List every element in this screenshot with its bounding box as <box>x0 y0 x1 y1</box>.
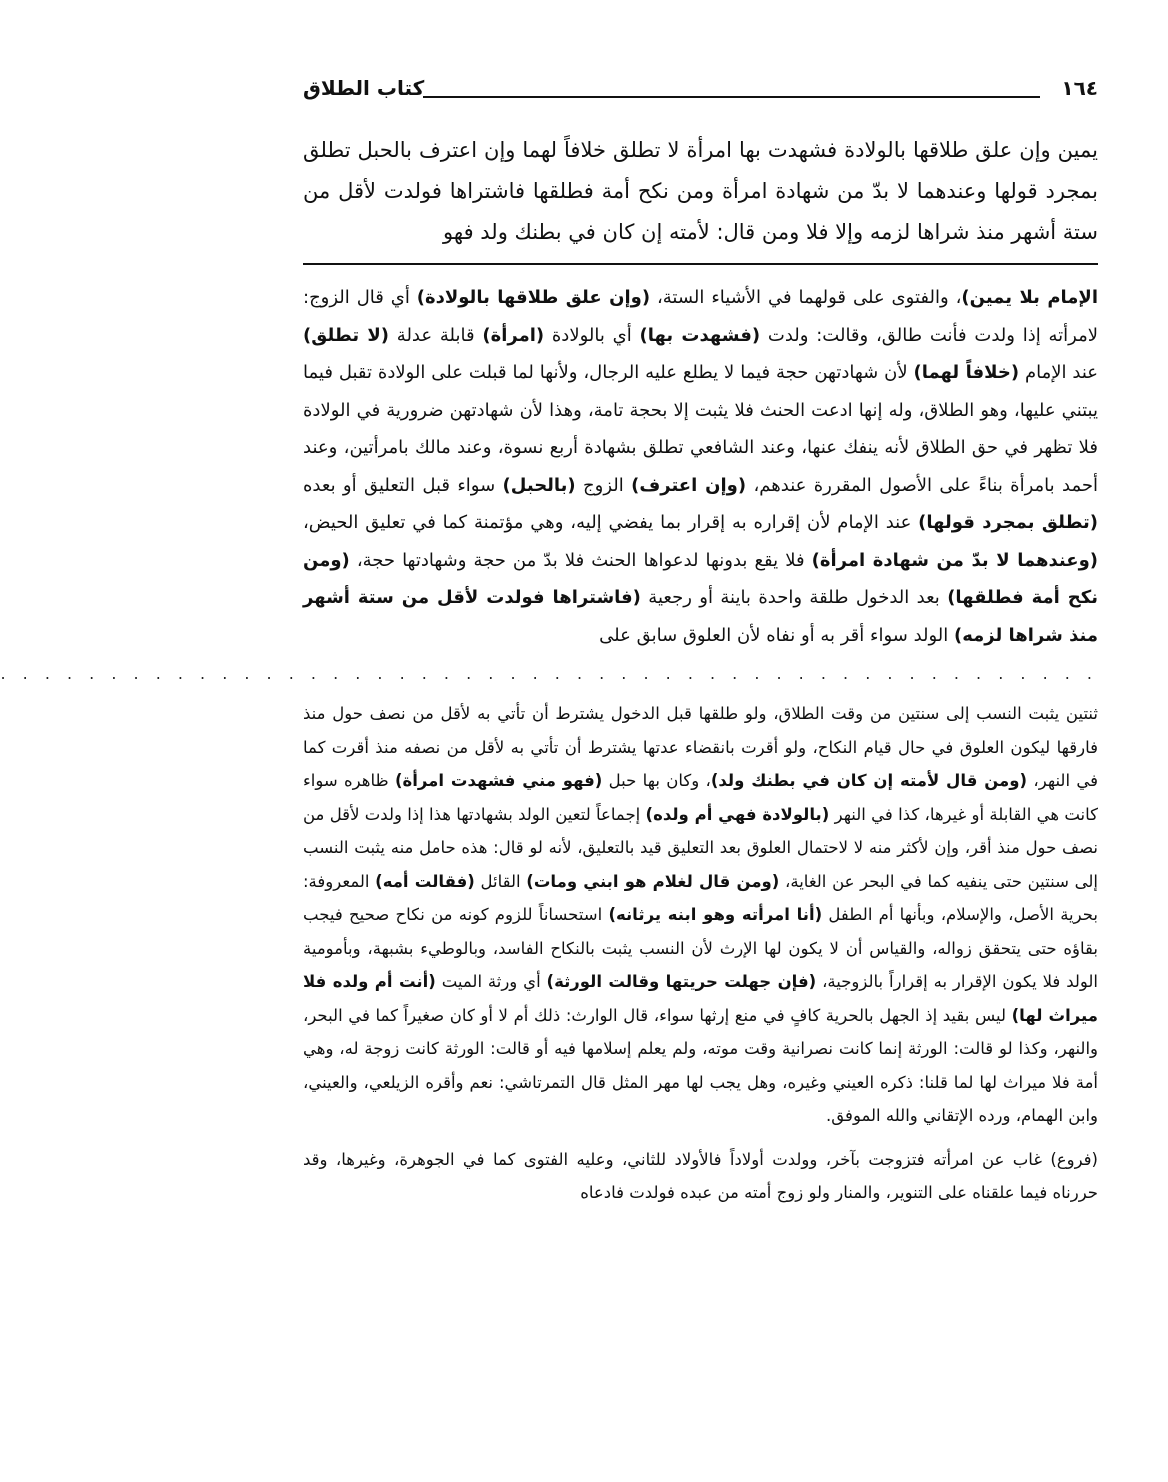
dotted-separator: . . . . . . . . . . . . . . . . . . . . . . . . . . . . . . . . . . . . . . . . . . . . . . . . . . <box>0 664 1098 683</box>
sharh-segment: (ومن نكح أمة فطلقها) <box>303 549 1098 608</box>
sharh-segment: (وإن اعترف) <box>631 474 747 496</box>
sharh-segment: (تطلق بمجرد قولها) <box>918 512 1098 533</box>
hashiya-segment: ، وكان بها حبل <box>602 771 711 790</box>
sharh-segment: (وعندهما لا بدّ من شهادة امرأة) <box>811 549 1098 571</box>
book-page <box>0 70 1099 1210</box>
hashiya-segment: المعروفة: بحرية الأصل، والإسلام، وبأنها أم الطفل <box>303 871 1098 924</box>
hashiya-segment: (أنت أم ولده فلا ميراث لها) <box>303 972 1098 1025</box>
book-title: كتاب الطلاق <box>303 76 425 100</box>
page-header <box>303 70 1098 110</box>
hashiya-segment: استحساناً للزوم كونه من نكاح صحيح فيجب بقاؤه حتى يتحقق زواله، والقياس أن لا يكون لها الإرث لأن النسب يثبت بالنكاح الفاسد، وبالوطيء بشبهة، وبأمومية الولد فلا يكون الإقرار به إقراراً بالزوجية، <box>303 905 1099 991</box>
sharh-segment: ، والفتوى على قولهما في الأشياء الستة، <box>650 287 962 308</box>
sharh-segment: سواء قبل التعليق أو بعده <box>303 474 503 496</box>
hashiya-segment: (بالولادة فهي أم ولده) <box>645 804 830 824</box>
hashiya-segment: (أنا امرأته وهو ابنه يرثانه) <box>608 905 823 924</box>
hashiya-segment: أي ورثة الميت <box>435 972 547 991</box>
hashiya-segment: (فإن جهلت حريتها وقالت الورثة) <box>546 972 817 991</box>
sharh-segment: فلا يقع بدونها لدعواها الحنث فلا بدّ من حجة وشهادتها حجة، <box>349 549 812 571</box>
header-rule <box>423 96 1040 98</box>
sharh-segment: بعد الدخول طلقة واحدة باينة أو رجعية <box>640 587 948 608</box>
hashiya-paragraph-2: (فروع) غاب عن امرأته فتزوجت بآخر، وولدت أولاداً فالأولاد للثاني، وعليه الفتوى كما في الجوهرة، وغيرها، وقد حررناه فيما علقناه على التنوير، والمنار ولو زوج أمته من عبده فولدت فادعاه <box>303 1149 1098 1202</box>
sharh-segment: (بالحبل) <box>502 474 576 496</box>
sharh-segment: (امرأة) <box>482 324 545 346</box>
hashiya-segment: القائل <box>474 871 527 891</box>
sharh-segment: (لا تطلق) <box>303 324 390 346</box>
sharh-paragraph <box>303 279 1098 654</box>
sharh-commentary-block <box>303 279 1098 654</box>
matn-text-block <box>303 130 1098 253</box>
hashiya-segment: (فقالت أمه) <box>375 871 475 891</box>
hashiya-segment: (ومن قال لغلام هو ابني ومات) <box>526 871 780 891</box>
sharh-segment: قابلة عدلة <box>389 324 483 346</box>
sharh-segment: الولد سواء أقر به أو نفاه لأن العلوق سابق على <box>599 624 955 646</box>
hashiya-segment: ثنتين يثبت النسب إلى سنتين من وقت الطلاق، ولو طلقها قبل الدخول يشترط أن تأتي به لأقل من نصف حول منذ فارقها ليكون العلوق في حال قيام النكاح، ولو أقرت بانقضاء عدتها يشترط أن تأتي به لأقل من نصفه منذ أقرت كما في النهر، <box>303 704 1098 790</box>
hashiya-footnote-block <box>303 697 1098 1210</box>
page-number: ١٦٤ <box>1061 76 1098 100</box>
sharh-segment: عند الإمام لأن إقراره به إقرار بما يفضي إليه، وهي مؤتمنة كما في تعليق الحيض، <box>303 512 919 533</box>
matn-divider <box>303 263 1098 265</box>
hashiya-segment: (فهو مني فشهدت امرأة) <box>394 771 603 790</box>
sharh-segment: عند الإمام <box>1019 362 1098 383</box>
sharh-segment: لأن شهادتهن حجة فيما لا يطلع عليه الرجال، ولأنها لما قبلت على الولادة تقبل فيما يبتني عليها، وهو الطلاق، وله إنها ادعت الحنث فلا يثبت إلا بحجة تامة، وهذا لأن شهادتهن ضرورية في الولادة فلا تظهر في حق الطلاق لأنه ينفك عنها، وعند الشافعي تطلق بشهادة أربع نسوة، وعند مالك بامرأتين، وعند أحمد بامرأة بناءً على الأصول المقررة عندهم، <box>303 362 1099 496</box>
hashiya-segment: (ومن قال لأمته إن كان في بطنك ولد) <box>710 771 1028 790</box>
sharh-segment: (وإن علق طلاقها بالولادة) <box>416 287 651 308</box>
matn-paragraph: يمين وإن علق طلاقها بالولادة فشهدت بها امرأة لا تطلق خلافاً لهما وإن اعترف بالحبل تطلق بمجرد قولها وعندهما لا بدّ من شهادة امرأة ومن نكح أمة فطلقها فاشتراها فولدت لأقل من ستة أشهر منذ شراها لزمه وإلا فلا ومن قال: لأمته إن كان في بطنك ولد فهو <box>303 138 1098 244</box>
sharh-segment: أي بالولادة <box>544 324 640 346</box>
sharh-segment: الإمام بلا يمين) <box>961 287 1098 308</box>
hashiya-segment: ظاهره سواء كانت هي القابلة أو غيرها، كذا في النهر <box>303 771 1098 824</box>
sharh-segment: (فشهدت بها) <box>639 324 761 346</box>
sharh-segment: (فاشتراها فولدت لأقل من ستة أشهر منذ شراها لزمه) <box>303 587 1098 646</box>
hashiya-paragraph-1 <box>303 697 1098 1133</box>
hashiya-segment: ليس بقيد إذ الجهل بالحرية كافٍ في منع إرثها سواء، قال الوارث: ذلك أم لا أو كان صغيراً كما في البحر، والنهر، وكذا لو قالت: الورثة إنما كانت نصرانية وقت موته، ولم يعلم إسلامها فيه أو قالت: الورثة كانت زوجة له، وهي أمة فلا ميراث لها لما قلنا: ذكره العيني وغيره، وهل يجب لها مهر المثل قال التمرتاشي: نعم وأقره الزيلعي، والعيني، وابن الهمام، ورده الإتقاني والله الموفق. <box>303 1005 1098 1125</box>
hashiya-segment: إجماعاً لتعين الولد بشهادتها هذا إذا ولدت لأقل من نصف حول منذ أقر، وإن لأكثر منه لا لاحتمال العلوق بعد التعليق قيد بالتعليق، لأنه لو قال: هذه حامل منه يثبت النسب إلى سنتين حتى ينفيه كما في البحر عن الغاية، <box>303 804 1098 891</box>
sharh-segment: أي قال الزوج: لامرأته إذا ولدت فأنت طالق، وقالت: ولدت <box>303 287 1098 346</box>
sharh-segment: (خلافاً لهما) <box>913 362 1020 383</box>
sharh-segment: الزوج <box>575 474 632 496</box>
